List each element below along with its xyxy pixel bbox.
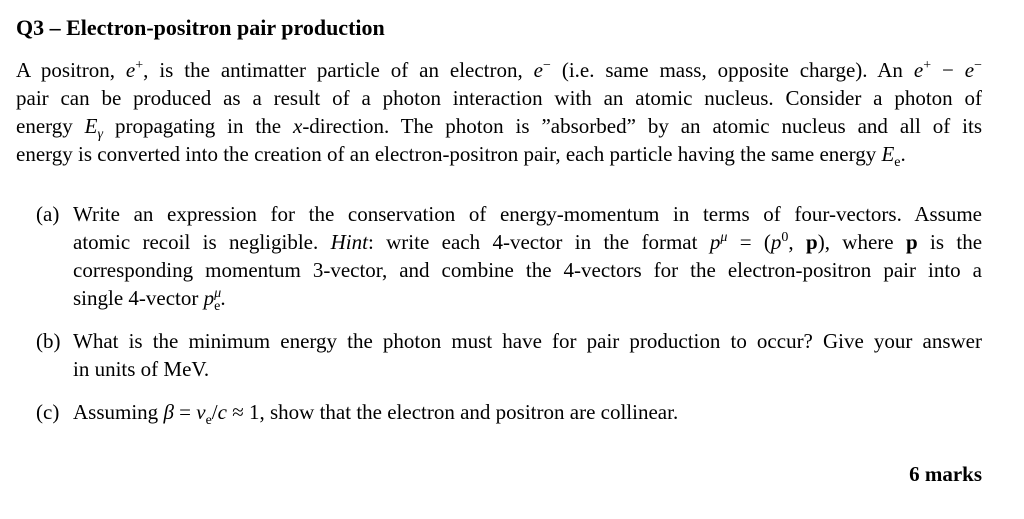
marks-label: 6 marks <box>909 462 982 486</box>
part-c-label: (c) <box>36 400 60 424</box>
intro-line-2: pair can be produced as a result of a photon interaction with an atomic nucleus. Consider a photon of <box>16 86 982 110</box>
question-title: Q3 – Electron-positron pair production <box>16 15 385 40</box>
part-a-text: Write an expression for the conservation of energy-momentum in terms of four-vectors. Assume atomic recoil is negligible. Hint: write each 4-vector in the format $p^\mu = (p^0$, p), where p is the corresponding momentum 3-vector, and combine the 4-vectors for the electron-positron pair into a single 4-vector $p^\mu_e$. <box>73 202 983 315</box>
part-b-text: What is the minimum energy the photon must have for pair production to occur? Give your answer in units of MeV. <box>73 329 982 381</box>
intro-line-1: A positron, e+, is the antimatter particle of an electron, e− (i.e. same mass, opposite charge). An e+ − e− <box>16 58 983 82</box>
intro-line-3: energy $E_\gamma$ propagating in the x-direction. The photon is ”absorbed” by an atomic nucleus and all of its <box>16 114 982 143</box>
intro-line-4: energy is converted into the creation of an electron-positron pair, each particle having the same energy $E_e$. <box>16 142 906 171</box>
part-b-label: (b) <box>36 329 61 353</box>
question-page <box>16 0 982 519</box>
intro-paragraph <box>16 56 983 171</box>
part-a-label: (a) <box>36 202 60 226</box>
part-c-text: Assuming $\beta = v_e/c \approx 1$, show that the electron and positron are collinear. <box>73 400 679 429</box>
